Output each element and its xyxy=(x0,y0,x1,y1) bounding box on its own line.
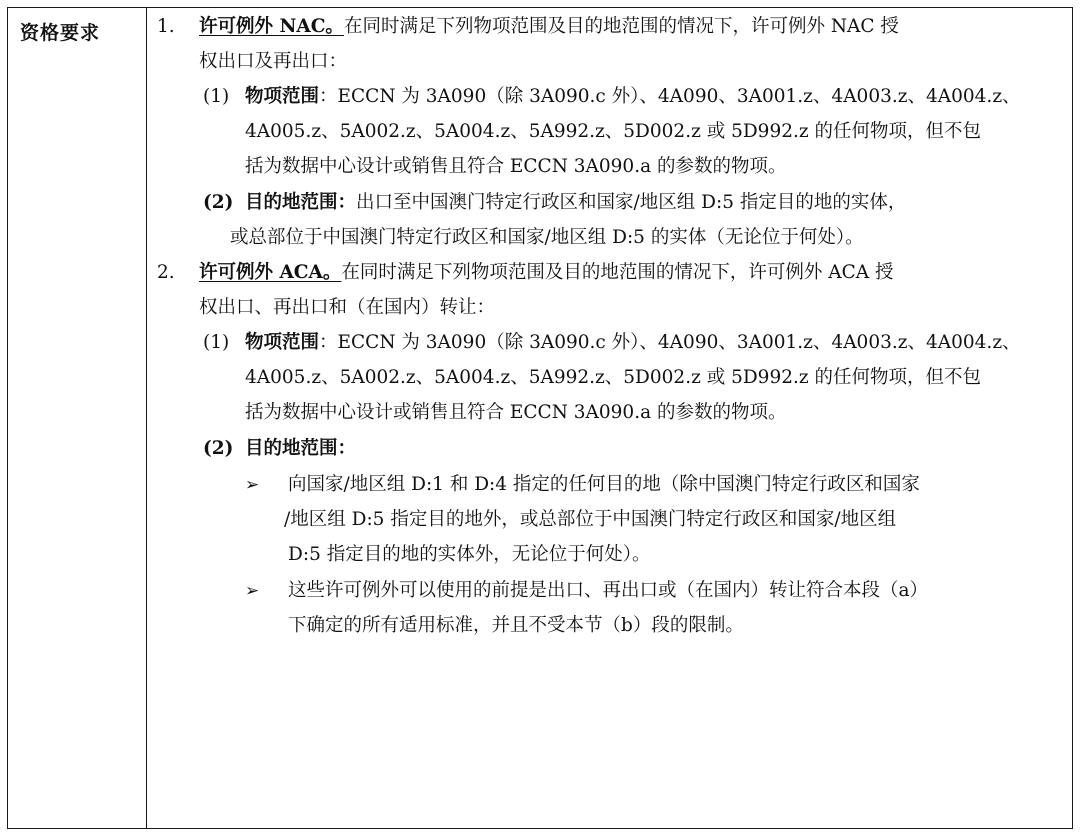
item-2-sub-1-line-3: 括为数据中心设计或销售且符合 ECCN 3A090.a 的参数的物项。 xyxy=(245,402,787,423)
item-2-number: 2. xyxy=(157,262,175,283)
content-cell xyxy=(147,8,1072,828)
label-cell: 资格要求 xyxy=(8,8,147,828)
item-1-line-1 xyxy=(199,10,899,44)
item-1-title: 许可例外 NAC。 xyxy=(199,16,344,37)
bullet-arrow-icon: ➢ xyxy=(245,581,260,601)
item-2-sub-2-title: 目的地范围： xyxy=(245,438,357,459)
bullet-1-line-3: D:5 指定目的地的实体外，无论位于何处）。 xyxy=(288,544,651,565)
bullet-1-line-2: /地区组 D:5 指定目的地外，或总部位于中国澳门特定行政区和国家/地区组 xyxy=(284,509,897,530)
item-1-sub-1-line-3: 括为数据中心设计或销售且符合 ECCN 3A090.a 的参数的物项。 xyxy=(245,156,787,177)
item-2-sub-1-line-2: 4A005.z、5A002.z、5A004.z、5A992.z、5D002.z 或 5D992.z 的任何物项，但不包 xyxy=(245,367,981,388)
item-2-sub-1-number: (1) xyxy=(203,332,230,353)
item-2-title: 许可例外 ACA。 xyxy=(199,262,342,283)
item-2-line-1 xyxy=(199,256,894,290)
item-1-lead: 在同时满足下列物项范围及目的地范围的情况下，许可例外 NAC 授 xyxy=(343,16,899,37)
requirements-table xyxy=(7,7,1073,829)
item-1-sub-2-line-1: 目的地范围：出口至中国澳门特定行政区和国家/地区组 D:5 指定目的地的实体， xyxy=(245,192,907,213)
item-1-sub-1-number: (1) xyxy=(203,86,230,107)
item-1-line-2: 权出口及再出口： xyxy=(199,51,348,72)
item-1-number: 1. xyxy=(157,16,175,37)
item-2-lead: 在同时满足下列物项范围及目的地范围的情况下，许可例外 ACA 授 xyxy=(341,262,894,283)
item-1-sub-1-line-2: 4A005.z、5A002.z、5A004.z、5A992.z、5D002.z 或 5D992.z 的任何物项，但不包 xyxy=(245,121,981,142)
item-1-sub-2-number: (2) xyxy=(203,192,234,213)
bullet-arrow-icon: ➢ xyxy=(245,475,260,495)
item-2-sub-1-line-1: 物项范围：ECCN 为 3A090（除 3A090.c 外）、4A090、3A001.z、4A003.z、4A004.z、 xyxy=(245,332,1021,353)
item-1-sub-1-line-1: 物项范围：ECCN 为 3A090（除 3A090.c 外）、4A090、3A001.z、4A003.z、4A004.z、 xyxy=(245,86,1021,107)
item-1-sub-1-title: 物项范围 xyxy=(245,86,320,107)
item-1-sub-2-line-2: 或总部位于中国澳门特定行政区和国家/地区组 D:5 的实体（无论位于何处）。 xyxy=(230,227,864,248)
bullet-1-line-1: 向国家/地区组 D:1 和 D:4 指定的任何目的地（除中国澳门特定行政区和国家 xyxy=(288,474,920,495)
item-2-sub-1-title: 物项范围 xyxy=(245,332,320,353)
item-1-sub-2-title: 目的地范围： xyxy=(245,192,357,213)
bullet-2-line-1: 这些许可例外可以使用的前提是出口、再出口或（在国内）转让符合本段（a） xyxy=(288,580,929,601)
item-2-sub-2-number: (2) xyxy=(203,438,234,459)
item-2-line-2: 权出口、再出口和（在国内）转让： xyxy=(199,297,496,318)
bullet-2-line-2: 下确定的所有适用标准，并且不受本节（b）段的限制。 xyxy=(288,615,744,636)
